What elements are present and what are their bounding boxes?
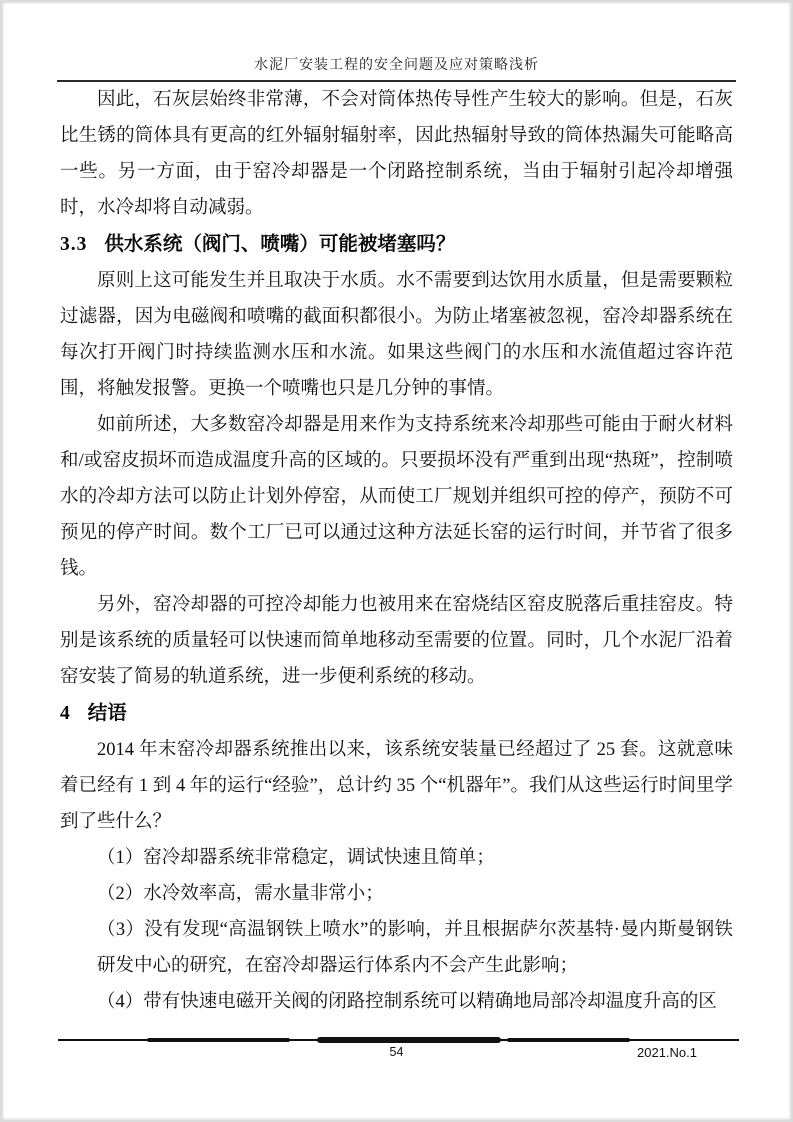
paragraph-3: 如前所述，大多数窑冷却器是用来作为支持系统来冷却那些可能由于耐火材料和/或窑皮损坏而造成温度升高的区域的。只要损坏没有严重到出现“热斑”，控制喷水的冷却方法可以防止计划外停窑，从而使工厂规划并组织可控的停产，预防不可预见的停产时间。数个工厂已可以通过这种方法延长窑的运行时间，并节省了很多钱。 xyxy=(60,415,733,579)
footer-rule-thick-segment xyxy=(317,1037,501,1043)
paragraph-4: 另外，窑冷却器的可控冷却能力也被用来在窑烧结区窑皮脱落后重挂窑皮。特别是该系统的质量轻可以快速而简单地移动至需要的位置。同时，几个水泥厂沿着窑安装了简易的轨道系统，进一步便利系统的移动。 xyxy=(60,595,733,687)
footer-rule-thick-segment xyxy=(507,1038,630,1042)
list-item-2: （2）水冷效率高，需水量非常小； xyxy=(97,884,384,904)
list-item-3: （3）没有发现“高温钢铁上喷水”的影响，并且根据萨尔茨基特·曼内斯曼钢铁研发中心的研究，在窑冷却器运行体系内不会产生此影响； xyxy=(97,920,733,976)
footer-rule-thick-segment xyxy=(147,1038,290,1042)
section-heading-3-3 xyxy=(60,226,733,263)
footer-rule xyxy=(58,1039,739,1041)
list-item-1: （1）窑冷却器系统非常稳定，调试快速且简单； xyxy=(97,848,495,868)
paragraph-2: 原则上这可能发生并且取决于水质。水不需要到达饮用水质量，但是需要颗粒过滤器，因为电磁阀和喷嘴的截面积都很小。为防止堵塞被忽视，窑冷却器系统在每次打开阀门时持续监测水压和水流。如果这些阀门的水压和水流值超过容许范围，将触发报警。更换一个喷嘴也只是几分钟的事情。 xyxy=(60,271,733,399)
page-number: 54 xyxy=(389,1045,404,1059)
list-item-4: （4）带有快速电磁开关阀的闭路控制系统可以精确地局部冷却温度升高的区 xyxy=(97,992,717,1012)
page-content xyxy=(60,0,733,1020)
section-title: 结语 xyxy=(87,702,127,724)
issue-label: 2021.No.1 xyxy=(637,1045,697,1060)
section-title: 供水系统（阀门、喷嘴）可能被堵塞吗？ xyxy=(104,233,456,255)
section-number: 3.3 xyxy=(60,234,88,255)
running-header-title: 水泥厂安装工程的安全问题及应对策略浅析 xyxy=(254,58,539,73)
section-number: 4 xyxy=(60,703,71,724)
paragraph-5: 2014 年末窑冷却器系统推出以来，该系统安装量已经超过了 25 套。这就意味着已经有 1 到 4 年的运行“经验”，总计约 35 个“机器年”。我们从这些运行时间里学到了些什么？ xyxy=(60,740,733,832)
section-heading-4 xyxy=(60,695,733,732)
paragraph-1: 因此，石灰层始终非常薄，不会对筒体热传导性产生较大的影响。但是，石灰比生锈的筒体具有更高的红外辐射辐射率，因此热辐射导致的筒体热漏失可能略高一些。另一方面，由于窑冷却器是一个闭路控制系统，当由于辐射引起冷却增强时，水冷却将自动减弱。 xyxy=(60,90,733,218)
